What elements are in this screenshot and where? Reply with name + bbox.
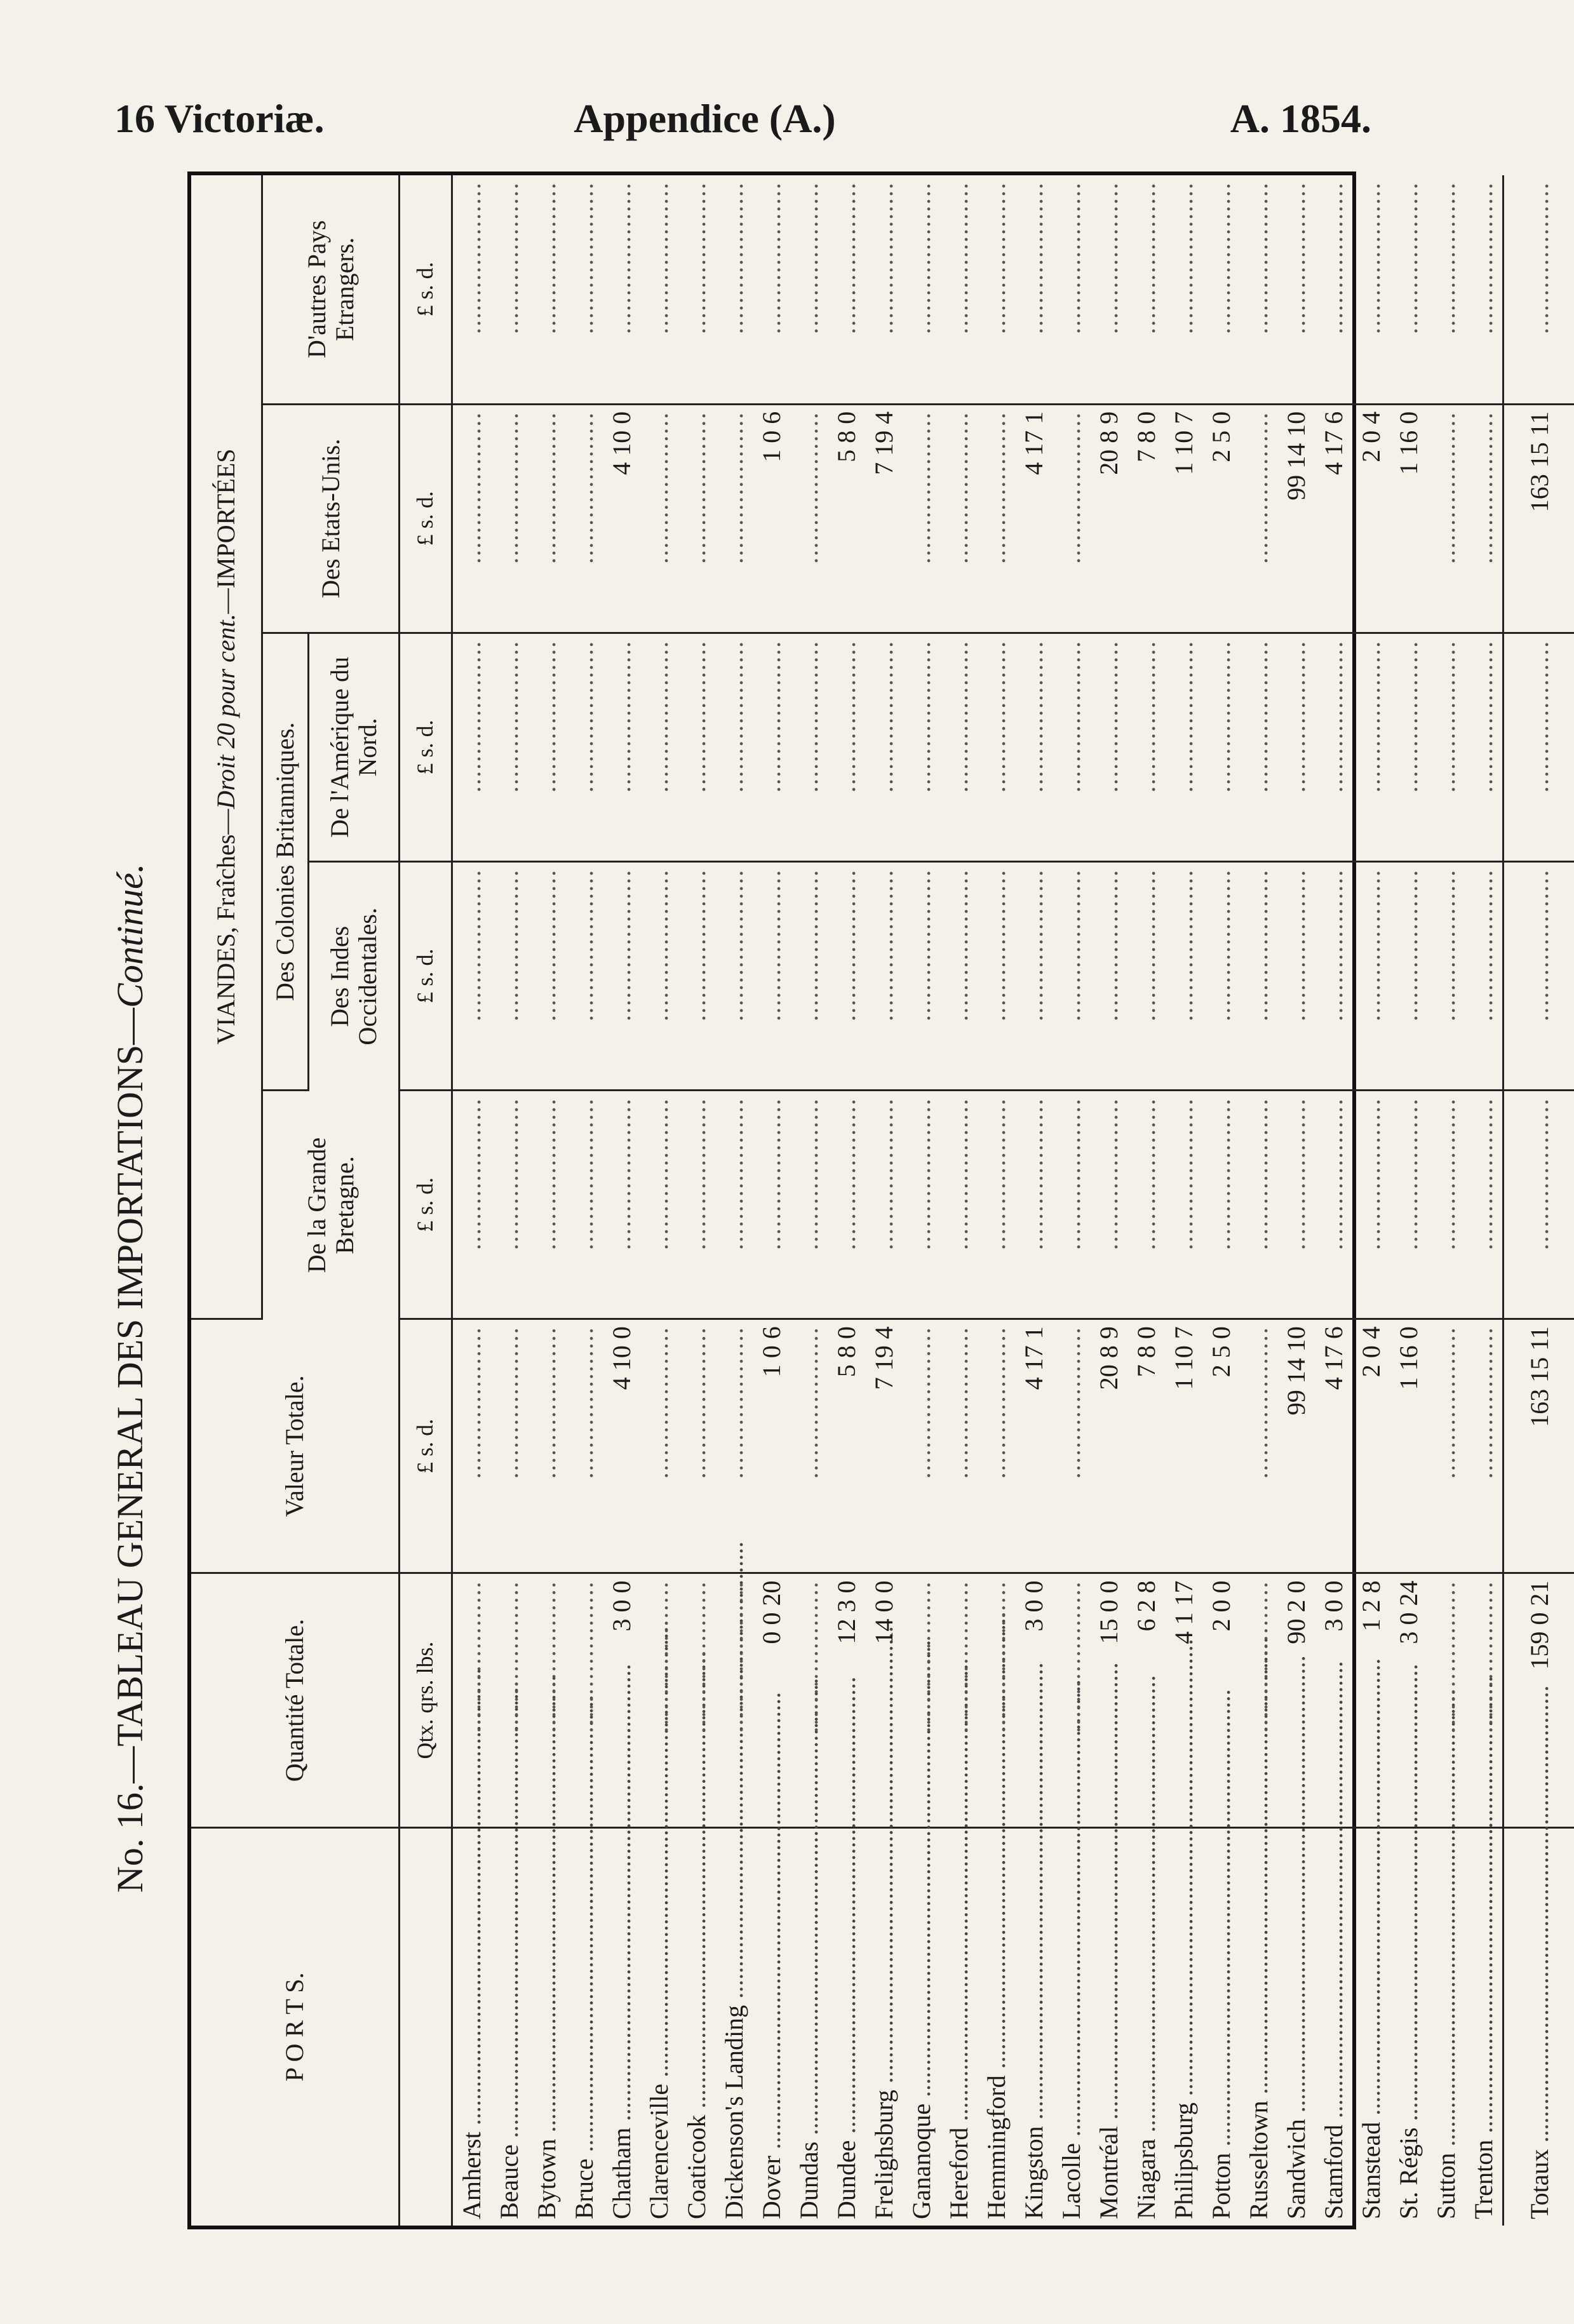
- autres-cell: [1277, 175, 1315, 404]
- port-name: Dundas .....: [790, 1827, 828, 2226]
- table-row: [865, 175, 903, 2226]
- qty-cell: 3 0 24: [1390, 1573, 1427, 1827]
- col-amerique: De l'Amérique du Nord.: [309, 633, 400, 861]
- unit-eu: £ s. d.: [400, 404, 452, 633]
- total-autres: [1503, 175, 1574, 404]
- autres-cell: [828, 175, 865, 404]
- qty-cell: 0 0 20: [753, 1573, 790, 1827]
- val-cell: 7 8 0: [1127, 1319, 1165, 1573]
- autres-cell: [790, 175, 828, 404]
- amerique-cell: [790, 633, 828, 861]
- eu-cell: [565, 404, 603, 633]
- gb-cell: [1240, 1091, 1277, 1319]
- autres-cell: [1352, 175, 1390, 404]
- col-colonies: Des Colonies Britanniques.: [262, 633, 309, 1090]
- table-row: [790, 175, 828, 2226]
- col-valeur: Valeur Totale.: [191, 1319, 400, 1573]
- port-name: Frelighsburg .....: [865, 1827, 903, 2226]
- amerique-cell: [903, 633, 940, 861]
- indes-cell: [1165, 862, 1202, 1091]
- val-cell: [978, 1319, 1015, 1573]
- eu-cell: 1 10 7: [1165, 404, 1202, 633]
- amerique-cell: [1015, 633, 1053, 861]
- eu-cell: [640, 404, 678, 633]
- gb-cell: [1352, 1091, 1390, 1319]
- indes-cell: [1315, 862, 1352, 1091]
- qty-cell: 15 0 0: [1090, 1573, 1127, 1827]
- qty-cell: 3 0 0: [1015, 1573, 1053, 1827]
- table-row: [903, 175, 940, 2226]
- val-cell: 1 0 6: [753, 1319, 790, 1573]
- val-cell: 2 0 4: [1352, 1319, 1390, 1573]
- autres-cell: [865, 175, 903, 404]
- table-row: [678, 175, 715, 2226]
- qty-cell: 14 0 0: [865, 1573, 903, 1827]
- gb-cell: [528, 1091, 565, 1319]
- indes-cell: [640, 862, 678, 1091]
- table-row: [528, 175, 565, 2226]
- port-name: Niagara .....: [1127, 1827, 1165, 2226]
- gb-cell: [603, 1091, 640, 1319]
- indes-cell: [715, 862, 753, 1091]
- eu-cell: 7 19 4: [865, 404, 903, 633]
- port-name: Lacolle .....: [1053, 1827, 1090, 2226]
- port-name: Dickenson's Landing .....: [715, 1827, 753, 2226]
- amerique-cell: [828, 633, 865, 861]
- autres-cell: [565, 175, 603, 404]
- indes-cell: [452, 862, 491, 1091]
- val-cell: [640, 1319, 678, 1573]
- amerique-cell: [1165, 633, 1202, 861]
- table-title: [92, 622, 168, 1893]
- qty-cell: 3 0 0: [603, 1573, 640, 1827]
- amerique-cell: [715, 633, 753, 861]
- eu-cell: [452, 404, 491, 633]
- gb-cell: [565, 1091, 603, 1319]
- autres-cell: [528, 175, 565, 404]
- eu-cell: 2 5 0: [1202, 404, 1240, 633]
- autres-cell: [978, 175, 1015, 404]
- val-cell: 1 10 7: [1165, 1319, 1202, 1573]
- eu-cell: [678, 404, 715, 633]
- eu-cell: 4 17 1: [1015, 404, 1053, 633]
- autres-cell: [1127, 175, 1165, 404]
- gb-cell: [1165, 1091, 1202, 1319]
- table-row: [978, 175, 1015, 2226]
- eu-cell: 2 0 4: [1352, 404, 1390, 633]
- port-name: Beauce .....: [490, 1827, 528, 2226]
- amerique-cell: [490, 633, 528, 861]
- amerique-cell: [753, 633, 790, 861]
- amerique-cell: [1465, 633, 1503, 861]
- col-group-viandes: [191, 175, 262, 1319]
- col-quantite: Quantité Totale.: [191, 1573, 400, 1827]
- unit-indes: £ s. d.: [400, 862, 452, 1091]
- indes-cell: [1202, 862, 1240, 1091]
- val-cell: 4 17 1: [1015, 1319, 1053, 1573]
- val-cell: 7 19 4: [865, 1319, 903, 1573]
- table-row: [1465, 175, 1503, 2226]
- header-right: A. 1854.: [1230, 96, 1371, 141]
- eu-cell: [1427, 404, 1465, 633]
- port-name: Hereford .....: [940, 1827, 978, 2226]
- autres-cell: [1390, 175, 1427, 404]
- autres-cell: [1165, 175, 1202, 404]
- autres-cell: [1427, 175, 1465, 404]
- amerique-cell: [1090, 633, 1127, 861]
- val-cell: [528, 1319, 565, 1573]
- val-cell: [1465, 1319, 1503, 1573]
- indes-cell: [1465, 862, 1503, 1091]
- port-name: Potton .....: [1202, 1827, 1240, 2226]
- eu-cell: 1 16 0: [1390, 404, 1427, 633]
- amerique-cell: [528, 633, 565, 861]
- amerique-cell: [1390, 633, 1427, 861]
- total-amerique: [1503, 633, 1574, 861]
- val-cell: 99 14 10: [1277, 1319, 1315, 1573]
- val-cell: [1240, 1319, 1277, 1573]
- amerique-cell: [678, 633, 715, 861]
- gb-cell: [715, 1091, 753, 1319]
- eu-cell: [490, 404, 528, 633]
- eu-cell: [790, 404, 828, 633]
- header-center: Appendice (A.): [574, 96, 836, 141]
- gb-cell: [865, 1091, 903, 1319]
- table-row: [1053, 175, 1090, 2226]
- unit-ports: [400, 1827, 452, 2226]
- col-gb: De la Grande Bretagne.: [262, 1091, 400, 1319]
- port-name: Philipsburg .....: [1165, 1827, 1202, 2226]
- port-name: Montréal .....: [1090, 1827, 1127, 2226]
- amerique-cell: [640, 633, 678, 861]
- indes-cell: [1090, 862, 1127, 1091]
- group-title-c: —IMPORTÉES: [212, 448, 240, 614]
- table-row: [565, 175, 603, 2226]
- port-name: Stanstead .....: [1352, 1827, 1390, 2226]
- table-row: [1240, 175, 1277, 2226]
- eu-cell: 1 0 6: [753, 404, 790, 633]
- eu-cell: 4 17 6: [1315, 404, 1352, 633]
- col-eu: Des Etats-Unis.: [262, 404, 400, 633]
- eu-cell: [1465, 404, 1503, 633]
- indes-cell: [1015, 862, 1053, 1091]
- col-ports: P O R T S.: [191, 1827, 400, 2226]
- gb-cell: [640, 1091, 678, 1319]
- autres-cell: [1090, 175, 1127, 404]
- val-cell: [940, 1319, 978, 1573]
- qty-cell: 6 2 8: [1127, 1573, 1165, 1827]
- amerique-cell: [865, 633, 903, 861]
- port-name: Clarenceville .....: [640, 1827, 678, 2226]
- val-cell: [1053, 1319, 1090, 1573]
- eu-cell: [903, 404, 940, 633]
- total-row: [1503, 175, 1574, 2226]
- eu-cell: 7 8 0: [1127, 404, 1165, 633]
- val-cell: [565, 1319, 603, 1573]
- port-name: Amherst .....: [452, 1827, 491, 2226]
- gb-cell: [490, 1091, 528, 1319]
- val-cell: 4 17 6: [1315, 1319, 1352, 1573]
- amerique-cell: [1053, 633, 1090, 861]
- table-row: [828, 175, 865, 2226]
- amerique-cell: [940, 633, 978, 861]
- indes-cell: [1390, 862, 1427, 1091]
- gb-cell: [678, 1091, 715, 1319]
- group-title-a: VIANDES, Fraîches—: [212, 809, 240, 1045]
- val-cell: 20 8 9: [1090, 1319, 1127, 1573]
- table-row: [1352, 175, 1390, 2226]
- indes-cell: [865, 862, 903, 1091]
- group-title-b: Droit 20 pour cent.: [212, 614, 240, 809]
- unit-gb: £ s. d.: [400, 1091, 452, 1319]
- table-row: [640, 175, 678, 2226]
- amerique-cell: [1277, 633, 1315, 861]
- port-name: Stamford .....: [1315, 1827, 1352, 2226]
- autres-cell: [1202, 175, 1240, 404]
- indes-cell: [528, 862, 565, 1091]
- gb-cell: [1202, 1091, 1240, 1319]
- val-cell: 5 8 0: [828, 1319, 865, 1573]
- autres-cell: [940, 175, 978, 404]
- total-label: Totaux .....: [1503, 1827, 1574, 2226]
- total-qty: 159 0 21: [1503, 1573, 1574, 1827]
- amerique-cell: [1202, 633, 1240, 861]
- autres-cell: [903, 175, 940, 404]
- gb-cell: [1315, 1091, 1352, 1319]
- indes-cell: [828, 862, 865, 1091]
- table-row: [603, 175, 640, 2226]
- amerique-cell: [978, 633, 1015, 861]
- gb-cell: [753, 1091, 790, 1319]
- autres-cell: [1315, 175, 1352, 404]
- autres-cell: [1465, 175, 1503, 404]
- gb-cell: [828, 1091, 865, 1319]
- indes-cell: [753, 862, 790, 1091]
- eu-cell: [528, 404, 565, 633]
- val-cell: [903, 1319, 940, 1573]
- autres-cell: [1053, 175, 1090, 404]
- table-row: [1090, 175, 1127, 2226]
- table-row: [1127, 175, 1165, 2226]
- total-indes: [1503, 862, 1574, 1091]
- port-name: Bytown .....: [528, 1827, 565, 2226]
- table-title-italic: Continué.: [109, 863, 151, 1008]
- table-body: [452, 175, 1574, 2226]
- unit-qty: Qtx. qrs. lbs.: [400, 1573, 452, 1827]
- eu-cell: 5 8 0: [828, 404, 865, 633]
- qty-cell: 1 2 8: [1352, 1573, 1390, 1827]
- unit-autres: £ s. d.: [400, 175, 452, 404]
- port-name: Hemmingford .....: [978, 1827, 1015, 2226]
- indes-cell: [790, 862, 828, 1091]
- table-row: [753, 175, 790, 2226]
- table-title-main: No. 16.—TABLEAU GENERAL DES IMPORTATIONS—: [109, 1007, 151, 1893]
- indes-cell: [565, 862, 603, 1091]
- port-name: Sutton .....: [1427, 1827, 1465, 2226]
- gb-cell: [1277, 1091, 1315, 1319]
- qty-cell: 12 3 0: [828, 1573, 865, 1827]
- autres-cell: [715, 175, 753, 404]
- eu-cell: 4 10 0: [603, 404, 640, 633]
- port-name: Gananoque .....: [903, 1827, 940, 2226]
- import-table: [191, 175, 1574, 2226]
- val-cell: [490, 1319, 528, 1573]
- gb-cell: [903, 1091, 940, 1319]
- gb-cell: [1090, 1091, 1127, 1319]
- qty-cell: 4 1 17: [1165, 1573, 1202, 1827]
- gb-cell: [1427, 1091, 1465, 1319]
- table-row: [490, 175, 528, 2226]
- total-eu: 163 15 11: [1503, 404, 1574, 633]
- indes-cell: [1127, 862, 1165, 1091]
- port-name: Kingston .....: [1015, 1827, 1053, 2226]
- total-val: 163 15 11: [1503, 1319, 1574, 1573]
- eu-cell: [715, 404, 753, 633]
- val-cell: 2 5 0: [1202, 1319, 1240, 1573]
- autres-cell: [678, 175, 715, 404]
- val-cell: 1 16 0: [1390, 1319, 1427, 1573]
- indes-cell: [603, 862, 640, 1091]
- port-name: Bruce .....: [565, 1827, 603, 2226]
- table-row: [1390, 175, 1427, 2226]
- amerique-cell: [565, 633, 603, 861]
- col-indes: Des Indes Occidentales.: [309, 862, 400, 1091]
- table-row: [715, 175, 753, 2226]
- import-table-frame: [187, 171, 1554, 2229]
- gb-cell: [1465, 1091, 1503, 1319]
- header-left: 16 Victoriæ.: [114, 96, 325, 141]
- gb-cell: [790, 1091, 828, 1319]
- gb-cell: [1390, 1091, 1427, 1319]
- eu-cell: 99 14 10: [1277, 404, 1315, 633]
- amerique-cell: [452, 633, 491, 861]
- autres-cell: [490, 175, 528, 404]
- port-name: Chatham .....: [603, 1827, 640, 2226]
- port-name: Trenton .....: [1465, 1827, 1503, 2226]
- table-row: [940, 175, 978, 2226]
- eu-cell: [978, 404, 1015, 633]
- amerique-cell: [1427, 633, 1465, 861]
- unit-amerique: £ s. d.: [400, 633, 452, 861]
- amerique-cell: [603, 633, 640, 861]
- val-cell: 4 10 0: [603, 1319, 640, 1573]
- table-row: [1427, 175, 1465, 2226]
- port-name: St. Régis .....: [1390, 1827, 1427, 2226]
- gb-cell: [1053, 1091, 1090, 1319]
- total-gb: [1503, 1091, 1574, 1319]
- indes-cell: [1240, 862, 1277, 1091]
- indes-cell: [678, 862, 715, 1091]
- indes-cell: [490, 862, 528, 1091]
- eu-cell: [1053, 404, 1090, 633]
- gb-cell: [940, 1091, 978, 1319]
- table-row: [1202, 175, 1240, 2226]
- port-name: Sandwich .....: [1277, 1827, 1315, 2226]
- autres-cell: [452, 175, 491, 404]
- qty-cell: 3 0 0: [1315, 1573, 1352, 1827]
- eu-cell: [940, 404, 978, 633]
- table-row: [1315, 175, 1352, 2226]
- unit-val: £ s. d.: [400, 1319, 452, 1573]
- val-cell: [678, 1319, 715, 1573]
- amerique-cell: [1240, 633, 1277, 861]
- qty-cell: 90 2 0: [1277, 1573, 1315, 1827]
- eu-cell: [1240, 404, 1277, 633]
- indes-cell: [903, 862, 940, 1091]
- indes-cell: [940, 862, 978, 1091]
- indes-cell: [1427, 862, 1465, 1091]
- amerique-cell: [1352, 633, 1390, 861]
- indes-cell: [1352, 862, 1390, 1091]
- port-name: Dover .....: [753, 1827, 790, 2226]
- qty-cell: 2 0 0: [1202, 1573, 1240, 1827]
- gb-cell: [452, 1091, 491, 1319]
- val-cell: [452, 1319, 491, 1573]
- autres-cell: [603, 175, 640, 404]
- gb-cell: [978, 1091, 1015, 1319]
- table-row: [1165, 175, 1202, 2226]
- table-row: [452, 175, 491, 2226]
- col-autres: D'autres Pays Etrangers.: [262, 175, 400, 404]
- indes-cell: [1053, 862, 1090, 1091]
- table-row: [1277, 175, 1315, 2226]
- port-name: Coaticook .....: [678, 1827, 715, 2226]
- val-cell: [715, 1319, 753, 1573]
- val-cell: [1427, 1319, 1465, 1573]
- gb-cell: [1127, 1091, 1165, 1319]
- autres-cell: [753, 175, 790, 404]
- amerique-cell: [1127, 633, 1165, 861]
- eu-cell: 20 8 9: [1090, 404, 1127, 633]
- autres-cell: [1015, 175, 1053, 404]
- indes-cell: [978, 862, 1015, 1091]
- port-name: Russeltown .....: [1240, 1827, 1277, 2226]
- val-cell: [790, 1319, 828, 1573]
- indes-cell: [1277, 862, 1315, 1091]
- gb-cell: [1015, 1091, 1053, 1319]
- amerique-cell: [1315, 633, 1352, 861]
- port-name: Dundee .....: [828, 1827, 865, 2226]
- autres-cell: [1240, 175, 1277, 404]
- table-row: [1015, 175, 1053, 2226]
- autres-cell: [640, 175, 678, 404]
